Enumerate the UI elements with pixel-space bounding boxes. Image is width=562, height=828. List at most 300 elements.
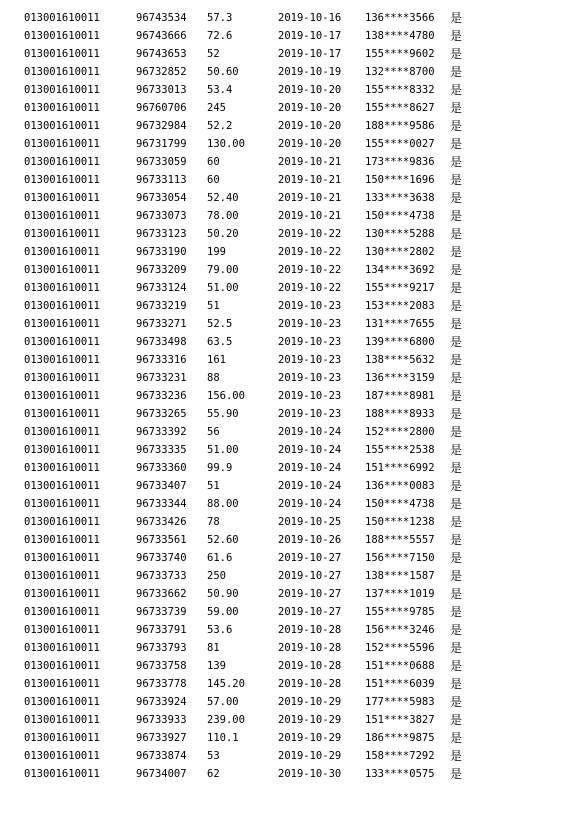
cell-phone: 155****2538 <box>365 444 435 456</box>
table-row <box>0 351 562 369</box>
cell-account: 013001610011 <box>24 30 100 42</box>
cell-account: 013001610011 <box>24 426 100 438</box>
cell-order-id: 96743534 <box>136 12 187 24</box>
cell-amount: 60 <box>207 156 220 168</box>
table-row <box>0 657 562 675</box>
cell-amount: 50.90 <box>207 588 239 600</box>
cell-account: 013001610011 <box>24 606 100 618</box>
cell-date: 2019-10-23 <box>278 336 342 348</box>
cell-account: 013001610011 <box>24 318 100 330</box>
table-row <box>0 675 562 693</box>
cell-order-id: 96733933 <box>136 714 187 726</box>
cell-account: 013001610011 <box>24 552 100 564</box>
cell-order-id: 96733219 <box>136 300 187 312</box>
cell-phone: 132****8700 <box>365 66 435 78</box>
cell-phone: 150****1696 <box>365 174 435 186</box>
cell-date: 2019-10-29 <box>278 732 342 744</box>
table-row <box>0 441 562 459</box>
cell-amount: 78 <box>207 516 220 528</box>
table-row <box>0 45 562 63</box>
cell-flag: 是 <box>450 461 463 475</box>
cell-flag: 是 <box>450 587 463 601</box>
cell-date: 2019-10-28 <box>278 678 342 690</box>
cell-order-id: 96733123 <box>136 228 187 240</box>
cell-date: 2019-10-25 <box>278 516 342 528</box>
table-row <box>0 531 562 549</box>
cell-account: 013001610011 <box>24 102 100 114</box>
table-row <box>0 243 562 261</box>
cell-account: 013001610011 <box>24 714 100 726</box>
cell-phone: 136****3566 <box>365 12 435 24</box>
cell-date: 2019-10-26 <box>278 534 342 546</box>
cell-flag: 是 <box>450 551 463 565</box>
cell-order-id: 96733791 <box>136 624 187 636</box>
cell-flag: 是 <box>450 119 463 133</box>
cell-flag: 是 <box>450 47 463 61</box>
cell-flag: 是 <box>450 209 463 223</box>
cell-order-id: 96733124 <box>136 282 187 294</box>
cell-amount: 79.00 <box>207 264 239 276</box>
cell-account: 013001610011 <box>24 534 100 546</box>
cell-phone: 177****5983 <box>365 696 435 708</box>
cell-phone: 151****3827 <box>365 714 435 726</box>
cell-account: 013001610011 <box>24 768 100 780</box>
table-row <box>0 369 562 387</box>
cell-account: 013001610011 <box>24 678 100 690</box>
cell-flag: 是 <box>450 335 463 349</box>
cell-phone: 188****9586 <box>365 120 435 132</box>
table-row <box>0 99 562 117</box>
cell-account: 013001610011 <box>24 750 100 762</box>
cell-flag: 是 <box>450 29 463 43</box>
cell-phone: 130****5288 <box>365 228 435 240</box>
table-row <box>0 9 562 27</box>
cell-flag: 是 <box>450 173 463 187</box>
table-row <box>0 459 562 477</box>
cell-order-id: 96760706 <box>136 102 187 114</box>
cell-phone: 188****5557 <box>365 534 435 546</box>
cell-amount: 57.3 <box>207 12 233 24</box>
cell-amount: 156.00 <box>207 390 245 402</box>
cell-flag: 是 <box>450 11 463 25</box>
cell-phone: 138****1587 <box>365 570 435 582</box>
cell-date: 2019-10-28 <box>278 624 342 636</box>
cell-flag: 是 <box>450 155 463 169</box>
cell-order-id: 96733113 <box>136 174 187 186</box>
cell-flag: 是 <box>450 695 463 709</box>
cell-order-id: 96733236 <box>136 390 187 402</box>
cell-date: 2019-10-22 <box>278 246 342 258</box>
cell-flag: 是 <box>450 299 463 313</box>
cell-flag: 是 <box>450 83 463 97</box>
cell-flag: 是 <box>450 623 463 637</box>
cell-order-id: 96733271 <box>136 318 187 330</box>
cell-phone: 155****9217 <box>365 282 435 294</box>
cell-amount: 161 <box>207 354 226 366</box>
cell-date: 2019-10-23 <box>278 354 342 366</box>
cell-flag: 是 <box>450 569 463 583</box>
cell-phone: 136****3159 <box>365 372 435 384</box>
cell-order-id: 96733793 <box>136 642 187 654</box>
cell-date: 2019-10-27 <box>278 570 342 582</box>
cell-amount: 81 <box>207 642 220 654</box>
cell-account: 013001610011 <box>24 210 100 222</box>
cell-order-id: 96733733 <box>136 570 187 582</box>
table-row <box>0 63 562 81</box>
cell-phone: 156****7150 <box>365 552 435 564</box>
cell-phone: 151****6039 <box>365 678 435 690</box>
cell-amount: 53.4 <box>207 84 233 96</box>
table-row <box>0 27 562 45</box>
cell-date: 2019-10-27 <box>278 606 342 618</box>
cell-date: 2019-10-23 <box>278 372 342 384</box>
cell-amount: 52.40 <box>207 192 239 204</box>
cell-date: 2019-10-20 <box>278 84 342 96</box>
cell-amount: 250 <box>207 570 226 582</box>
cell-account: 013001610011 <box>24 192 100 204</box>
table-row <box>0 225 562 243</box>
cell-flag: 是 <box>450 353 463 367</box>
table-row <box>0 765 562 783</box>
cell-phone: 153****2083 <box>365 300 435 312</box>
cell-amount: 51 <box>207 480 220 492</box>
table-row <box>0 81 562 99</box>
cell-account: 013001610011 <box>24 390 100 402</box>
cell-flag: 是 <box>450 137 463 151</box>
cell-amount: 239.00 <box>207 714 245 726</box>
cell-date: 2019-10-17 <box>278 30 342 42</box>
table-row <box>0 621 562 639</box>
cell-phone: 136****0083 <box>365 480 435 492</box>
cell-amount: 51 <box>207 300 220 312</box>
table-row <box>0 603 562 621</box>
cell-amount: 59.00 <box>207 606 239 618</box>
cell-phone: 151****0688 <box>365 660 435 672</box>
cell-account: 013001610011 <box>24 372 100 384</box>
cell-date: 2019-10-22 <box>278 282 342 294</box>
cell-phone: 139****6800 <box>365 336 435 348</box>
cell-amount: 52.5 <box>207 318 233 330</box>
cell-order-id: 96733392 <box>136 426 187 438</box>
table-row <box>0 495 562 513</box>
cell-date: 2019-10-24 <box>278 480 342 492</box>
cell-order-id: 96733231 <box>136 372 187 384</box>
cell-order-id: 96733344 <box>136 498 187 510</box>
cell-order-id: 96733360 <box>136 462 187 474</box>
cell-order-id: 96743666 <box>136 30 187 42</box>
cell-date: 2019-10-21 <box>278 210 342 222</box>
table-row <box>0 189 562 207</box>
cell-amount: 52 <box>207 48 220 60</box>
cell-account: 013001610011 <box>24 354 100 366</box>
cell-flag: 是 <box>450 605 463 619</box>
cell-date: 2019-10-20 <box>278 138 342 150</box>
cell-phone: 138****4780 <box>365 30 435 42</box>
cell-account: 013001610011 <box>24 642 100 654</box>
cell-account: 013001610011 <box>24 246 100 258</box>
cell-amount: 99.9 <box>207 462 233 474</box>
cell-phone: 152****2800 <box>365 426 435 438</box>
cell-order-id: 96733561 <box>136 534 187 546</box>
cell-phone: 151****6992 <box>365 462 435 474</box>
cell-flag: 是 <box>450 245 463 259</box>
cell-date: 2019-10-24 <box>278 498 342 510</box>
cell-flag: 是 <box>450 641 463 655</box>
cell-flag: 是 <box>450 659 463 673</box>
cell-order-id: 96733927 <box>136 732 187 744</box>
cell-account: 013001610011 <box>24 48 100 60</box>
cell-date: 2019-10-29 <box>278 714 342 726</box>
cell-order-id: 96733778 <box>136 678 187 690</box>
cell-date: 2019-10-27 <box>278 588 342 600</box>
cell-account: 013001610011 <box>24 120 100 132</box>
table-row <box>0 423 562 441</box>
cell-order-id: 96733059 <box>136 156 187 168</box>
cell-amount: 56 <box>207 426 220 438</box>
cell-account: 013001610011 <box>24 570 100 582</box>
cell-flag: 是 <box>450 281 463 295</box>
cell-phone: 156****3246 <box>365 624 435 636</box>
cell-account: 013001610011 <box>24 480 100 492</box>
table-row <box>0 513 562 531</box>
cell-account: 013001610011 <box>24 444 100 456</box>
cell-date: 2019-10-24 <box>278 444 342 456</box>
cell-date: 2019-10-24 <box>278 462 342 474</box>
cell-account: 013001610011 <box>24 138 100 150</box>
cell-amount: 51.00 <box>207 444 239 456</box>
cell-flag: 是 <box>450 407 463 421</box>
cell-order-id: 96733073 <box>136 210 187 222</box>
cell-account: 013001610011 <box>24 660 100 672</box>
cell-account: 013001610011 <box>24 156 100 168</box>
cell-order-id: 96743653 <box>136 48 187 60</box>
table-row <box>0 315 562 333</box>
cell-date: 2019-10-27 <box>278 552 342 564</box>
cell-flag: 是 <box>450 677 463 691</box>
cell-amount: 130.00 <box>207 138 245 150</box>
table-row <box>0 567 562 585</box>
cell-amount: 52.60 <box>207 534 239 546</box>
cell-phone: 155****0027 <box>365 138 435 150</box>
cell-account: 013001610011 <box>24 462 100 474</box>
table-row <box>0 387 562 405</box>
table-row <box>0 117 562 135</box>
cell-phone: 155****8332 <box>365 84 435 96</box>
table-row <box>0 333 562 351</box>
cell-amount: 53 <box>207 750 220 762</box>
cell-date: 2019-10-23 <box>278 390 342 402</box>
cell-phone: 133****3638 <box>365 192 435 204</box>
cell-flag: 是 <box>450 443 463 457</box>
cell-account: 013001610011 <box>24 84 100 96</box>
cell-date: 2019-10-21 <box>278 156 342 168</box>
cell-order-id: 96734007 <box>136 768 187 780</box>
table-row <box>0 639 562 657</box>
cell-order-id: 96732852 <box>136 66 187 78</box>
cell-order-id: 96733739 <box>136 606 187 618</box>
cell-account: 013001610011 <box>24 12 100 24</box>
cell-date: 2019-10-23 <box>278 408 342 420</box>
cell-account: 013001610011 <box>24 516 100 528</box>
cell-amount: 53.6 <box>207 624 233 636</box>
cell-phone: 131****7655 <box>365 318 435 330</box>
cell-phone: 152****5596 <box>365 642 435 654</box>
cell-date: 2019-10-22 <box>278 264 342 276</box>
cell-phone: 155****8627 <box>365 102 435 114</box>
table-row <box>0 405 562 423</box>
cell-order-id: 96733335 <box>136 444 187 456</box>
cell-date: 2019-10-16 <box>278 12 342 24</box>
cell-order-id: 96733316 <box>136 354 187 366</box>
cell-account: 013001610011 <box>24 498 100 510</box>
cell-phone: 187****8981 <box>365 390 435 402</box>
cell-amount: 78.00 <box>207 210 239 222</box>
cell-phone: 137****1019 <box>365 588 435 600</box>
cell-account: 013001610011 <box>24 588 100 600</box>
cell-flag: 是 <box>450 65 463 79</box>
table-row <box>0 693 562 711</box>
cell-order-id: 96733874 <box>136 750 187 762</box>
cell-order-id: 96733498 <box>136 336 187 348</box>
cell-date: 2019-10-21 <box>278 174 342 186</box>
table-row <box>0 729 562 747</box>
cell-account: 013001610011 <box>24 732 100 744</box>
cell-flag: 是 <box>450 731 463 745</box>
cell-date: 2019-10-29 <box>278 696 342 708</box>
cell-flag: 是 <box>450 389 463 403</box>
cell-account: 013001610011 <box>24 228 100 240</box>
cell-amount: 62 <box>207 768 220 780</box>
cell-date: 2019-10-20 <box>278 120 342 132</box>
cell-order-id: 96733054 <box>136 192 187 204</box>
cell-phone: 188****8933 <box>365 408 435 420</box>
cell-flag: 是 <box>450 371 463 385</box>
cell-account: 013001610011 <box>24 264 100 276</box>
cell-phone: 138****5632 <box>365 354 435 366</box>
cell-account: 013001610011 <box>24 696 100 708</box>
cell-amount: 199 <box>207 246 226 258</box>
cell-phone: 155****9602 <box>365 48 435 60</box>
table-row <box>0 261 562 279</box>
table-row <box>0 279 562 297</box>
cell-account: 013001610011 <box>24 300 100 312</box>
table-row <box>0 207 562 225</box>
cell-date: 2019-10-21 <box>278 192 342 204</box>
cell-amount: 55.90 <box>207 408 239 420</box>
cell-flag: 是 <box>450 749 463 763</box>
cell-amount: 50.60 <box>207 66 239 78</box>
cell-phone: 150****4738 <box>365 498 435 510</box>
cell-amount: 57.00 <box>207 696 239 708</box>
table-row <box>0 171 562 189</box>
cell-order-id: 96731799 <box>136 138 187 150</box>
cell-order-id: 96733740 <box>136 552 187 564</box>
cell-flag: 是 <box>450 515 463 529</box>
cell-date: 2019-10-29 <box>278 750 342 762</box>
cell-order-id: 96733662 <box>136 588 187 600</box>
cell-date: 2019-10-17 <box>278 48 342 60</box>
cell-order-id: 96733758 <box>136 660 187 672</box>
cell-phone: 133****0575 <box>365 768 435 780</box>
cell-amount: 245 <box>207 102 226 114</box>
cell-order-id: 96733265 <box>136 408 187 420</box>
cell-flag: 是 <box>450 263 463 277</box>
cell-date: 2019-10-20 <box>278 102 342 114</box>
cell-amount: 88 <box>207 372 220 384</box>
cell-flag: 是 <box>450 425 463 439</box>
cell-flag: 是 <box>450 497 463 511</box>
cell-order-id: 96733407 <box>136 480 187 492</box>
table-row <box>0 711 562 729</box>
cell-order-id: 96733190 <box>136 246 187 258</box>
cell-amount: 145.20 <box>207 678 245 690</box>
cell-amount: 63.5 <box>207 336 233 348</box>
cell-flag: 是 <box>450 317 463 331</box>
cell-phone: 155****9785 <box>365 606 435 618</box>
cell-amount: 139 <box>207 660 226 672</box>
cell-amount: 88.00 <box>207 498 239 510</box>
cell-order-id: 96733924 <box>136 696 187 708</box>
cell-phone: 134****3692 <box>365 264 435 276</box>
cell-amount: 52.2 <box>207 120 233 132</box>
cell-phone: 130****2802 <box>365 246 435 258</box>
cell-account: 013001610011 <box>24 66 100 78</box>
cell-date: 2019-10-23 <box>278 318 342 330</box>
cell-amount: 50.20 <box>207 228 239 240</box>
cell-phone: 186****9875 <box>365 732 435 744</box>
table-row <box>0 297 562 315</box>
cell-date: 2019-10-24 <box>278 426 342 438</box>
cell-date: 2019-10-23 <box>278 300 342 312</box>
cell-account: 013001610011 <box>24 174 100 186</box>
table-row <box>0 585 562 603</box>
table-row <box>0 747 562 765</box>
cell-phone: 150****1238 <box>365 516 435 528</box>
cell-flag: 是 <box>450 101 463 115</box>
cell-phone: 158****7292 <box>365 750 435 762</box>
cell-flag: 是 <box>450 479 463 493</box>
cell-account: 013001610011 <box>24 624 100 636</box>
cell-account: 013001610011 <box>24 336 100 348</box>
cell-flag: 是 <box>450 227 463 241</box>
cell-date: 2019-10-19 <box>278 66 342 78</box>
cell-flag: 是 <box>450 713 463 727</box>
cell-date: 2019-10-22 <box>278 228 342 240</box>
cell-amount: 61.6 <box>207 552 233 564</box>
cell-amount: 72.6 <box>207 30 233 42</box>
cell-date: 2019-10-30 <box>278 768 342 780</box>
cell-amount: 51.00 <box>207 282 239 294</box>
cell-date: 2019-10-28 <box>278 642 342 654</box>
cell-amount: 60 <box>207 174 220 186</box>
table-row <box>0 135 562 153</box>
cell-order-id: 96732984 <box>136 120 187 132</box>
cell-flag: 是 <box>450 191 463 205</box>
cell-account: 013001610011 <box>24 282 100 294</box>
cell-flag: 是 <box>450 533 463 547</box>
table-row <box>0 153 562 171</box>
table-row <box>0 549 562 567</box>
cell-amount: 110.1 <box>207 732 239 744</box>
cell-account: 013001610011 <box>24 408 100 420</box>
table-row <box>0 477 562 495</box>
cell-order-id: 96733013 <box>136 84 187 96</box>
cell-flag: 是 <box>450 767 463 781</box>
cell-date: 2019-10-28 <box>278 660 342 672</box>
cell-phone: 173****9836 <box>365 156 435 168</box>
cell-phone: 150****4738 <box>365 210 435 222</box>
cell-order-id: 96733426 <box>136 516 187 528</box>
